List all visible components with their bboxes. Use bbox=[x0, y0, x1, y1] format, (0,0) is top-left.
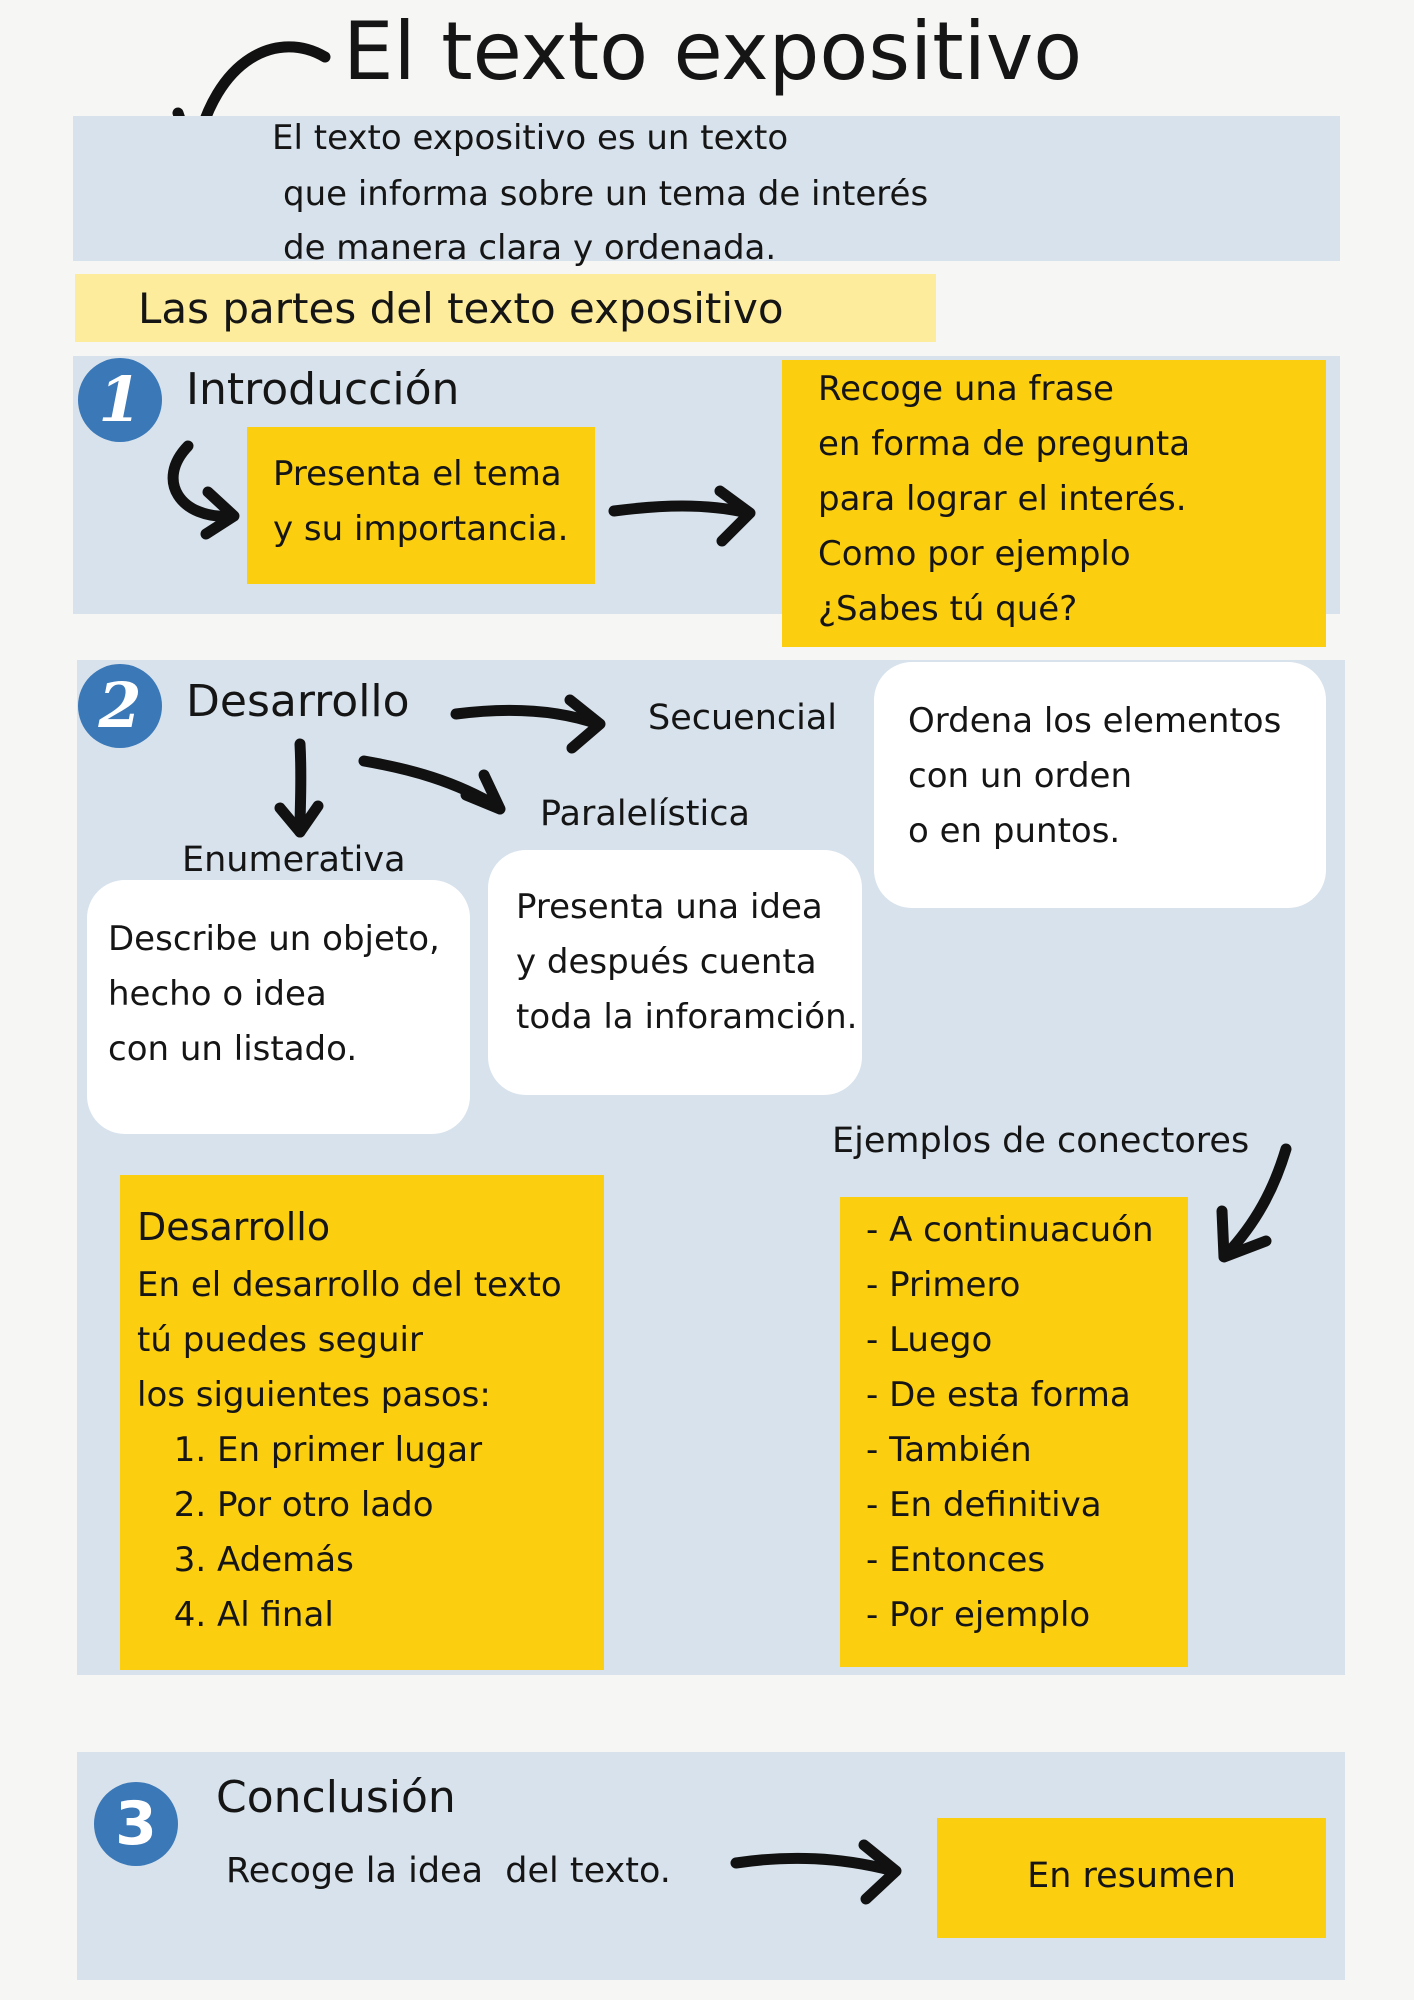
steps-intro-line: los siguientes pasos: bbox=[137, 1375, 491, 1415]
curved-arrow-icon bbox=[150, 440, 250, 540]
type-parallel-label: Paralelística bbox=[540, 794, 750, 834]
definition-line: que informa sobre un tema de interés bbox=[283, 174, 929, 214]
connectors-heading: Ejemplos de conectores bbox=[832, 1121, 1250, 1161]
arrow-right-icon bbox=[452, 690, 612, 760]
enumerative-desc-line: Describe un objeto, bbox=[108, 919, 440, 959]
number-one-badge: 1 bbox=[78, 358, 162, 442]
conclusion-heading: Conclusión bbox=[216, 1772, 456, 1823]
parallel-desc-line: toda la inforamción. bbox=[516, 997, 858, 1037]
enumerative-desc-line: hecho o idea bbox=[108, 974, 327, 1014]
parts-heading: Las partes del texto expositivo bbox=[138, 284, 784, 333]
intro-detail-line: Como por ejemplo bbox=[818, 534, 1131, 574]
steps-intro-line: tú puedes seguir bbox=[137, 1320, 423, 1360]
step-item: 1. En primer lugar bbox=[217, 1423, 482, 1478]
steps-box-title: Desarrollo bbox=[137, 1205, 331, 1249]
connector-item: - Luego bbox=[866, 1320, 993, 1360]
conclusion-summary-label: En resumen bbox=[1027, 1856, 1236, 1896]
connector-item: - Entonces bbox=[866, 1540, 1046, 1580]
intro-detail-line: para lograr el interés. bbox=[818, 479, 1187, 519]
enumerative-desc-line: con un listado. bbox=[108, 1029, 358, 1069]
steps-list bbox=[137, 1423, 482, 1643]
sequential-desc-line: Ordena los elementos bbox=[908, 701, 1282, 741]
page-title: El texto expositivo bbox=[343, 5, 1083, 98]
step-item: 3. Además bbox=[217, 1533, 482, 1588]
step-item: 2. Por otro lado bbox=[217, 1478, 482, 1533]
type-enumerative-label: Enumerativa bbox=[182, 840, 406, 880]
type-sequential-label: Secuencial bbox=[648, 698, 838, 738]
connector-item: - Primero bbox=[866, 1265, 1021, 1305]
step-item: 4. Al final bbox=[217, 1588, 482, 1643]
arrow-right-icon bbox=[610, 485, 760, 555]
arrow-diagonal-icon bbox=[360, 755, 510, 825]
parallel-desc-line: y después cuenta bbox=[516, 942, 817, 982]
conclusion-text: Recoge la idea del texto. bbox=[226, 1851, 671, 1891]
definition-line: El texto expositivo es un texto bbox=[272, 118, 789, 158]
curved-arrow-icon bbox=[1210, 1145, 1300, 1265]
arrow-down-icon bbox=[270, 740, 330, 840]
intro-detail-line: en forma de pregunta bbox=[818, 424, 1191, 464]
intro-detail-line: Recoge una frase bbox=[818, 369, 1114, 409]
intro-detail-line: ¿Sabes tú qué? bbox=[818, 589, 1078, 629]
number-three-badge: 3 bbox=[94, 1782, 178, 1866]
connector-item: - Por ejemplo bbox=[866, 1595, 1091, 1635]
connector-item: - A continuacuón bbox=[866, 1210, 1154, 1250]
connector-item: - De esta forma bbox=[866, 1375, 1131, 1415]
steps-intro-line: En el desarrollo del texto bbox=[137, 1265, 562, 1305]
definition-line: de manera clara y ordenada. bbox=[283, 228, 777, 268]
sequential-desc-line: con un orden bbox=[908, 756, 1132, 796]
parallel-desc-line: Presenta una idea bbox=[516, 887, 823, 927]
connector-item: - También bbox=[866, 1430, 1032, 1470]
sequential-desc-line: o en puntos. bbox=[908, 811, 1121, 851]
connector-item: - En definitiva bbox=[866, 1485, 1102, 1525]
intro-heading: Introducción bbox=[186, 364, 460, 415]
development-heading: Desarrollo bbox=[186, 676, 410, 727]
arrow-right-icon bbox=[730, 1835, 910, 1915]
intro-summary-line: Presenta el tema bbox=[273, 454, 562, 494]
intro-summary-line: y su importancia. bbox=[273, 509, 569, 549]
connectors-list bbox=[866, 1203, 1154, 1643]
number-two-badge: 2 bbox=[78, 664, 162, 748]
